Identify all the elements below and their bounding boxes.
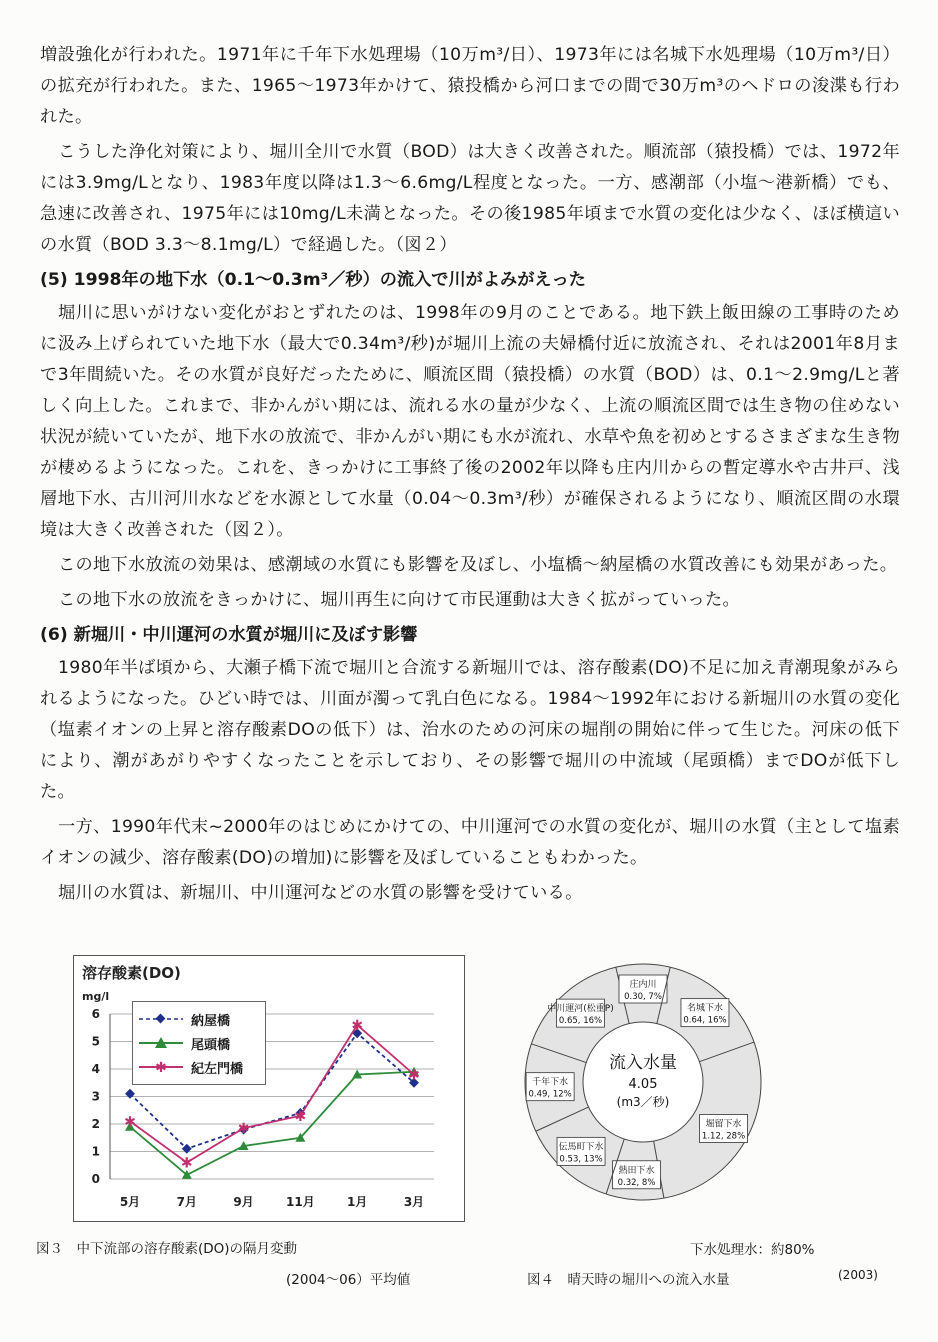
data-point: ✱ <box>180 1155 193 1172</box>
legend-item <box>139 1010 263 1028</box>
data-point: ✱ <box>408 1067 420 1084</box>
y-tick-label: 3 <box>91 1089 100 1104</box>
y-tick-label: 6 <box>91 1007 100 1021</box>
paragraph: 堀川に思いがけない変化がおとずれたのは、1998年の9月のことである。地下鉄上飯田線の工事時のために汲み上げられていた地下水（最大で0.34m³/秒)が堀川上流の夫婦橋付近に放流され、それは2001年8月まで3年間続いた。その水質が良好だったために、順流区間（猿投橋）の水質（BOD）は、0.1～2.9mg/Lと著しく向上した。これまで、非かんがい期には、流れる水の量が少なく、上流の順流区間では生き物の住めない状況が続いていたが、地下水の放流で、非かんがい期にも水が流れ、水草や魚を初めとするさまざまな生き物が棲めるようになった。これを、きっかけに工事終了後の2002年以降も庄内川からの暫定導水や古井戸、浅層地下水、古川河川水などを水源として水量（0.04～0.3m³/秒）が確保されるようになり、順流区間の水環境は大きく改善された（図２）。 <box>40 303 900 540</box>
legend-label: 紀左門橋 <box>191 1062 244 1077</box>
paragraph: 1980年半ば頃から、大瀬子橋下流で堀川と合流する新堀川では、溶存酸素(DO)不足に加え青潮現象がみられるようになった。ひどい時では、川面が濁って乳白色になる。1984～1992年における新堀川の水質の変化（塩素イオンの上昇と溶存酸素DOの低下）は、治水のための河床の堀削の開始に伴って生じた。河床の低下により、潮があがりやすくなったことを示しており、その影響で堀川の中流域（尾頭橋）までDOが低下した。 <box>40 658 900 802</box>
inflow-donut-chart <box>515 960 775 1214</box>
figure-caption: 図３ 中下流部の溶存酸素(DO)の隔月変動 <box>36 1241 298 1257</box>
paragraph: 増設強化が行われた。1971年に千年下水処理場（10万m³/日）、1973年には名城下水処理場（10万m³/日）の拡充が行われた。また、1965～1973年かけて、猿投橋から河口までの間で30万m³のヘドロの浚渫も行われた。 <box>40 45 900 127</box>
x-tick-label: 7月 <box>176 1195 197 1209</box>
slice-value: 0.53, 13% <box>559 1154 603 1165</box>
donut-center-title: 流入水量 <box>609 1053 677 1073</box>
series-line <box>130 1072 414 1175</box>
paragraph: この地下水の放流をきっかけに、堀川再生に向けて市民運動は大きく拡がっていった。 <box>58 590 741 610</box>
y-tick-label: 4 <box>91 1062 100 1076</box>
x-tick-label: 1月 <box>347 1195 368 1209</box>
body-text <box>40 40 900 913</box>
slice-value: 0.64, 16% <box>683 1015 727 1026</box>
figure-year: (2003) <box>838 1268 878 1282</box>
donut-center-value: 4.05 <box>628 1077 658 1092</box>
slice-value: 0.65, 16% <box>558 1016 603 1027</box>
data-point <box>182 1144 192 1154</box>
slice-name: 伝馬町下水 <box>558 1142 604 1153</box>
section-heading: (6) 新堀川・中川運河の水質が堀川に及ぼす影響 <box>40 625 418 645</box>
y-tick-label: 0 <box>91 1172 100 1186</box>
y-tick-label: 5 <box>91 1034 100 1049</box>
paragraph: 堀川の水質は、新堀川、中川運河などの水質の影響を受けている。 <box>58 883 583 903</box>
donut-center-unit: (m3／秒) <box>616 1095 670 1109</box>
legend-item <box>139 1058 263 1076</box>
legend-label: 納屋橋 <box>191 1014 231 1029</box>
svg-text:✱: ✱ <box>155 1060 167 1074</box>
data-point: ✱ <box>124 1114 136 1131</box>
chart-title: 溶存酸素(DO) <box>82 964 181 982</box>
legend-item <box>139 1034 263 1052</box>
section-heading: (5) 1998年の地下水（0.1～0.3m³／秒）の流入で川がよみがえった <box>40 270 586 290</box>
data-point: ✱ <box>237 1121 250 1138</box>
slice-value: 0.49, 12% <box>528 1089 572 1100</box>
slice-name: 千年下水 <box>532 1077 569 1088</box>
x-tick-label: 5月 <box>119 1195 141 1209</box>
line-chart-svg <box>74 956 464 1221</box>
slice-value: 1.12, 28% <box>701 1131 746 1142</box>
y-tick-label: 1 <box>91 1144 100 1159</box>
slice-value: 0.32, 8% <box>617 1177 656 1188</box>
donut-chart-svg <box>515 960 775 1210</box>
paragraph: 一方、1990年代末~2000年のはじめにかけての、中川運河での水質の変化が、堀川の水質（主として塩素イオンの減少、溶存酸素(DO)の増加)に影響を及ぼしていることもわかった。 <box>40 817 900 868</box>
figure-note: (2004～06）平均値 <box>286 1272 411 1288</box>
data-point <box>125 1089 135 1099</box>
figure-note: 下水処理水：約80% <box>690 1242 815 1258</box>
slice-name: 熱田下水 <box>618 1165 655 1176</box>
figure-caption: 図４ 晴天時の堀川への流入水量 <box>527 1272 730 1288</box>
data-point: ✱ <box>294 1108 307 1125</box>
chart-legend <box>132 1001 266 1085</box>
x-tick-label: 11月 <box>286 1195 315 1209</box>
data-point: ✱ <box>351 1018 364 1034</box>
y-tick-label: 2 <box>91 1117 100 1131</box>
paragraph: こうした浄化対策により、堀川全川で水質（BOD）は大きく改善された。順流部（猿投橋）では、1972年には3.9mg/Lとなり、1983年度以降は1.3～6.6mg/L程度となった。一方、感潮部（小塩～港新橋）でも、急速に改善され、1975年には10mg/L未満となった。その後1985年頃まで水質の変化は少なく、ほぼ横這いの水質（BOD 3.3～8.1mg/L）で経過した。（図２） <box>40 142 900 255</box>
x-tick-label: 3月 <box>403 1195 425 1209</box>
do-line-chart <box>73 955 465 1222</box>
legend-label: 尾頭橋 <box>191 1038 231 1053</box>
slice-name: 名城下水 <box>686 1003 723 1014</box>
slice-name: 庄内川 <box>629 980 657 990</box>
paragraph: この地下水放流の効果は、感潮域の水質にも影響を及ぼし、小塩橋～納屋橋の水質改善にも効果があった。 <box>58 555 898 575</box>
y-axis-label: mg/l <box>82 990 110 1003</box>
slice-name: 堀留下水 <box>705 1119 742 1130</box>
slice-name: 中川運河(松重P) <box>547 1004 614 1015</box>
x-tick-label: 9月 <box>233 1195 254 1209</box>
slice-value: 0.30, 7% <box>624 992 662 1002</box>
